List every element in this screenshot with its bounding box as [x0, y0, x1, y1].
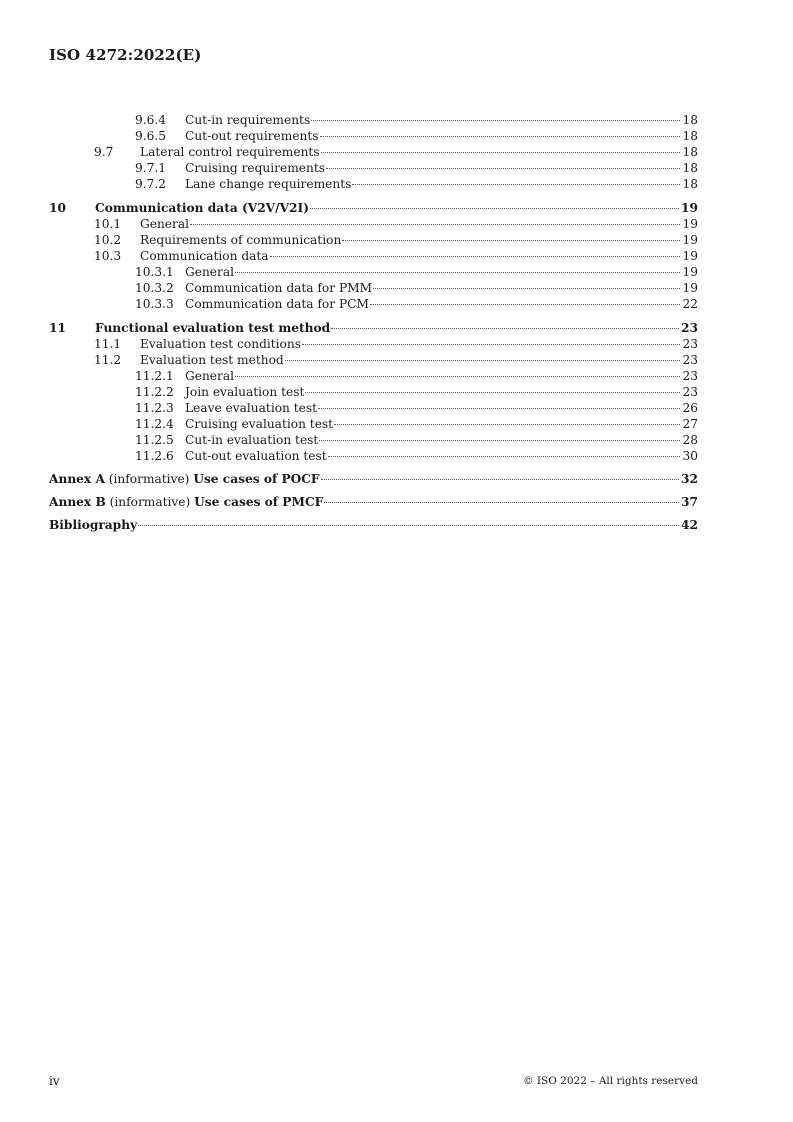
toc-entry-title: General [185, 265, 234, 279]
dot-leader [319, 440, 680, 441]
dot-leader [305, 392, 680, 393]
toc-entry-title: Lateral control requirements [140, 145, 320, 159]
toc-entry-page: 19 [682, 265, 698, 279]
toc-entry-page: 19 [681, 201, 698, 215]
toc-entry-title: Cruising requirements [185, 161, 325, 175]
dot-leader [320, 136, 681, 137]
toc-entry-number: 11.2.2 [135, 385, 174, 399]
toc-entry-page: 23 [682, 385, 698, 399]
toc-entry-page: 18 [682, 129, 698, 143]
toc-clause-entry[interactable] [49, 200, 698, 216]
toc-bibliography-entry[interactable] [49, 517, 698, 533]
toc-entry-page: 18 [682, 161, 698, 175]
toc-entry[interactable] [49, 232, 698, 248]
toc-entry-page: 28 [682, 433, 698, 447]
toc-entry-title: Communication data for PCM [185, 297, 369, 311]
toc-entry-number: 11 [49, 321, 66, 335]
toc-entry[interactable] [49, 352, 698, 368]
toc-entry-title: General [185, 369, 234, 383]
dot-leader [321, 479, 679, 480]
toc-entry-title: Evaluation test conditions [140, 337, 302, 351]
dot-leader [321, 152, 681, 153]
toc-entry-title: Functional evaluation test method [95, 321, 331, 335]
toc-entry-number: 9.7.1 [135, 161, 167, 175]
dot-leader [285, 360, 681, 361]
annex-label: Annex B [49, 495, 106, 509]
toc-entry[interactable] [49, 448, 698, 464]
toc-entry-title: Requirements of communication [140, 233, 342, 247]
footer-page-number: iv [49, 1074, 60, 1088]
toc-entry[interactable] [49, 160, 698, 176]
toc-entry-number: 10.1 [94, 217, 122, 231]
toc-entry[interactable] [49, 112, 698, 128]
toc-entry-number: 9.6.5 [135, 129, 167, 143]
dot-leader [302, 344, 680, 345]
toc-entry-title: General [140, 217, 189, 231]
toc-entry-title: Leave evaluation test [185, 401, 318, 415]
toc-entry-number: 11.2.3 [135, 401, 174, 415]
toc-entry-title: Evaluation test method [140, 353, 284, 367]
toc-entry-title: Communication data [140, 249, 269, 263]
toc-entry-page: 26 [682, 401, 698, 415]
dot-leader [235, 376, 680, 377]
toc-entry-number: 9.6.4 [135, 113, 167, 127]
dot-leader [370, 304, 681, 305]
toc-entry-page: 18 [682, 113, 698, 127]
dot-leader [373, 288, 680, 289]
toc-entry-number: 11.2.4 [135, 417, 174, 431]
toc-entry-page: 42 [681, 518, 698, 532]
toc-entry[interactable] [49, 400, 698, 416]
toc-entry-page: 23 [681, 321, 698, 335]
dot-leader [331, 328, 679, 329]
toc-entry-page: 19 [682, 217, 698, 231]
toc-entry-title: Cut-out requirements [185, 129, 319, 143]
dot-leader [352, 184, 680, 185]
toc-entry[interactable] [49, 128, 698, 144]
dot-leader [334, 424, 680, 425]
toc-entry-page: 18 [682, 145, 698, 159]
toc-entry-number: 11.2.1 [135, 369, 174, 383]
toc-entry[interactable] [49, 384, 698, 400]
toc-entry[interactable] [49, 280, 698, 296]
toc-entry-number: 10.3 [94, 249, 122, 263]
toc-entry[interactable] [49, 248, 698, 264]
dot-leader [235, 272, 680, 273]
toc-entry-page: 30 [682, 449, 698, 463]
bibliography-title: Bibliography [49, 518, 138, 532]
toc-entry-page: 19 [682, 249, 698, 263]
toc-entry-number: 11.2 [94, 353, 122, 367]
toc-entry-page: 22 [682, 297, 698, 311]
annex-kind: (informative) [108, 472, 190, 486]
toc-entry[interactable] [49, 432, 698, 448]
toc-entry[interactable] [49, 368, 698, 384]
toc-entry[interactable] [49, 216, 698, 232]
toc-entry[interactable] [49, 264, 698, 280]
annex-title: Use cases of POCF [193, 472, 320, 486]
toc-entry-number: 10.3.1 [135, 265, 174, 279]
toc-entry-page: 37 [681, 495, 698, 509]
toc-entry-page: 32 [681, 472, 698, 486]
toc-entry-title: Communication data for PMM [185, 281, 373, 295]
toc-entry-page: 23 [682, 369, 698, 383]
toc-entry-page: 19 [682, 233, 698, 247]
dot-leader [311, 120, 680, 121]
toc-entry-number: 11.1 [94, 337, 122, 351]
toc-entry[interactable] [49, 144, 698, 160]
toc-entry-title: Join evaluation test [185, 385, 305, 399]
dot-leader [190, 224, 680, 225]
toc-entry-title: Communication data (V2V/V2I) [95, 201, 309, 215]
toc-entry-title: Cut-in requirements [185, 113, 311, 127]
toc-entry-page: 19 [682, 281, 698, 295]
toc-entry-number: 11.2.5 [135, 433, 174, 447]
toc-entry-number: 9.7 [94, 145, 114, 159]
toc-entry-number: 10.3.3 [135, 297, 174, 311]
table-of-contents [49, 112, 698, 533]
dot-leader [270, 256, 681, 257]
toc-entry[interactable] [49, 416, 698, 432]
dot-leader [310, 208, 679, 209]
document-id-header: ISO 4272:2022(E) [49, 46, 202, 64]
toc-entry-title: Cut-in evaluation test [185, 433, 319, 447]
toc-entry-page: 27 [682, 417, 698, 431]
toc-entry-page: 23 [682, 353, 698, 367]
toc-entry-number: 9.7.2 [135, 177, 167, 191]
toc-entry[interactable] [49, 336, 698, 352]
dot-leader [326, 168, 681, 169]
toc-entry-page: 23 [682, 337, 698, 351]
toc-entry-number: 10.3.2 [135, 281, 174, 295]
dot-leader [342, 240, 680, 241]
dot-leader [138, 525, 679, 526]
toc-entry-number: 11.2.6 [135, 449, 174, 463]
toc-entry-title: Cruising evaluation test [185, 417, 334, 431]
annex-title: Use cases of PMCF [194, 495, 324, 509]
toc-entry[interactable] [49, 176, 698, 192]
toc-entry-title: Cut-out evaluation test [185, 449, 327, 463]
toc-entry[interactable] [49, 296, 698, 312]
toc-annex-entry[interactable] [49, 494, 698, 510]
toc-entry-number: 10 [49, 201, 66, 215]
toc-annex-entry[interactable] [49, 471, 698, 487]
dot-leader [328, 456, 681, 457]
annex-kind: (informative) [109, 495, 191, 509]
toc-entry-number: 10.2 [94, 233, 122, 247]
dot-leader [324, 502, 679, 503]
annex-label: Annex A [49, 472, 105, 486]
toc-entry-page: 18 [682, 177, 698, 191]
toc-entry-title: Lane change requirements [185, 177, 352, 191]
toc-clause-entry[interactable] [49, 320, 698, 336]
footer-copyright: © ISO 2022 – All rights reserved [523, 1075, 698, 1087]
dot-leader [318, 408, 680, 409]
